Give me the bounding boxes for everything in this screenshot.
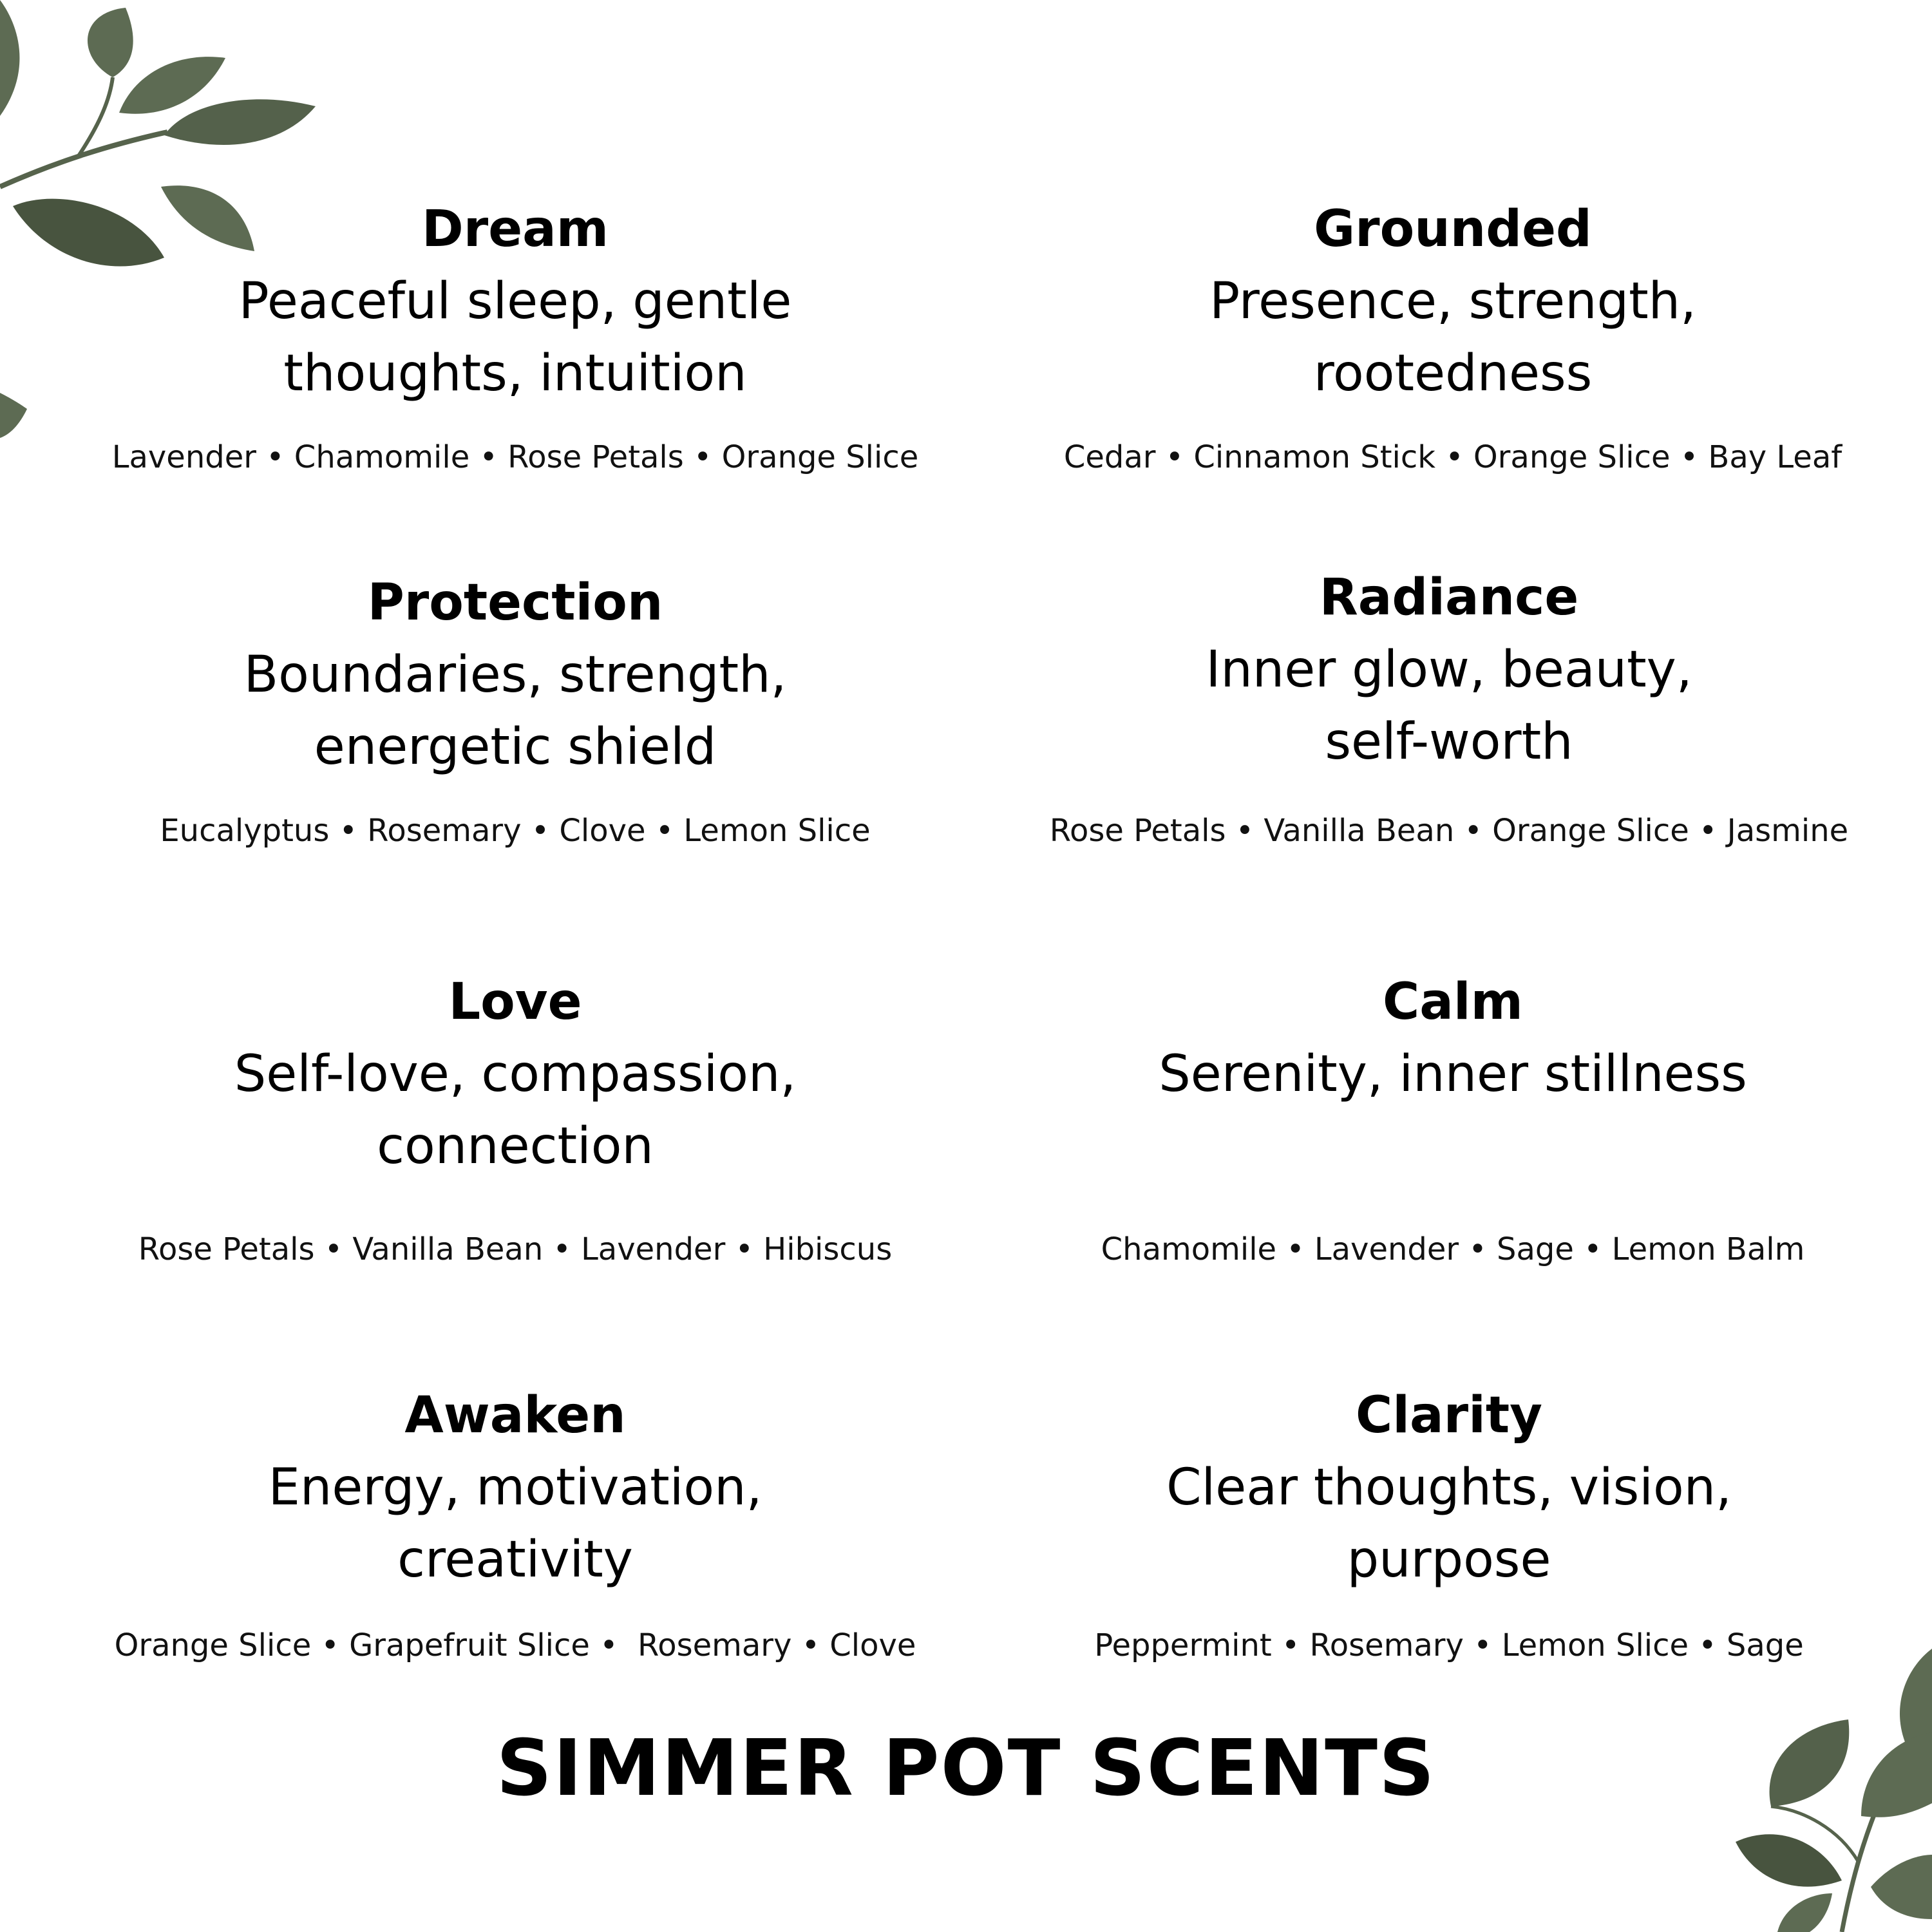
scent-ingredients: Rose Petals • Vanilla Bean • Lavender • Hibiscus (138, 1231, 893, 1267)
scent-card-clarity (998, 1379, 1900, 1669)
scent-name: Clarity (1356, 1387, 1542, 1444)
scent-description: Presence, strength, rootedness (1209, 272, 1696, 402)
scent-name: Radiance (1319, 569, 1579, 627)
scent-ingredients: Orange Slice • Grapefruit Slice • Rosemary • Clove (114, 1627, 916, 1663)
scent-name: Calm (1383, 973, 1523, 1031)
scent-ingredients: Chamomile • Lavender • Sage • Lemon Balm (1101, 1231, 1805, 1267)
scent-description: Energy, motivation, creativity (268, 1459, 762, 1589)
scent-card-dream (64, 193, 966, 483)
scent-description: Boundaries, strength, energetic shield (243, 646, 787, 776)
scent-card-love (64, 966, 966, 1275)
scent-description: Inner glow, beauty, self-worth (1206, 641, 1692, 771)
scent-ingredients: Cedar • Cinnamon Stick • Orange Slice • Bay Leaf (1063, 439, 1842, 475)
scent-description: Peaceful sleep, gentle thoughts, intuition (238, 272, 792, 402)
scent-ingredients: Eucalyptus • Rosemary • Clove • Lemon Slice (160, 813, 871, 849)
scent-card-protection (64, 567, 966, 857)
scent-ingredients: Peppermint • Rosemary • Lemon Slice • Sage (1094, 1627, 1804, 1663)
scent-ingredients: Lavender • Chamomile • Rose Petals • Orange Slice (111, 439, 919, 475)
scent-name: Protection (367, 574, 663, 632)
scent-card-grounded (1002, 193, 1904, 483)
scent-ingredients: Rose Petals • Vanilla Bean • Orange Slice • Jasmine (1049, 813, 1849, 849)
page-title: SIMMER POT SCENTS (496, 1724, 1436, 1814)
scent-description: Clear thoughts, vision, purpose (1166, 1459, 1732, 1589)
scent-card-radiance (998, 562, 1900, 858)
scent-name: Grounded (1314, 200, 1592, 258)
scent-card-calm (1002, 966, 1904, 1275)
scent-description: Serenity, inner stillness (1159, 1045, 1747, 1103)
scent-name: Dream (421, 200, 609, 258)
scent-card-awaken (64, 1379, 966, 1669)
scent-name: Awaken (404, 1387, 626, 1444)
scent-name: Love (448, 973, 582, 1031)
scent-description: Self-love, compassion, connection (234, 1045, 797, 1175)
